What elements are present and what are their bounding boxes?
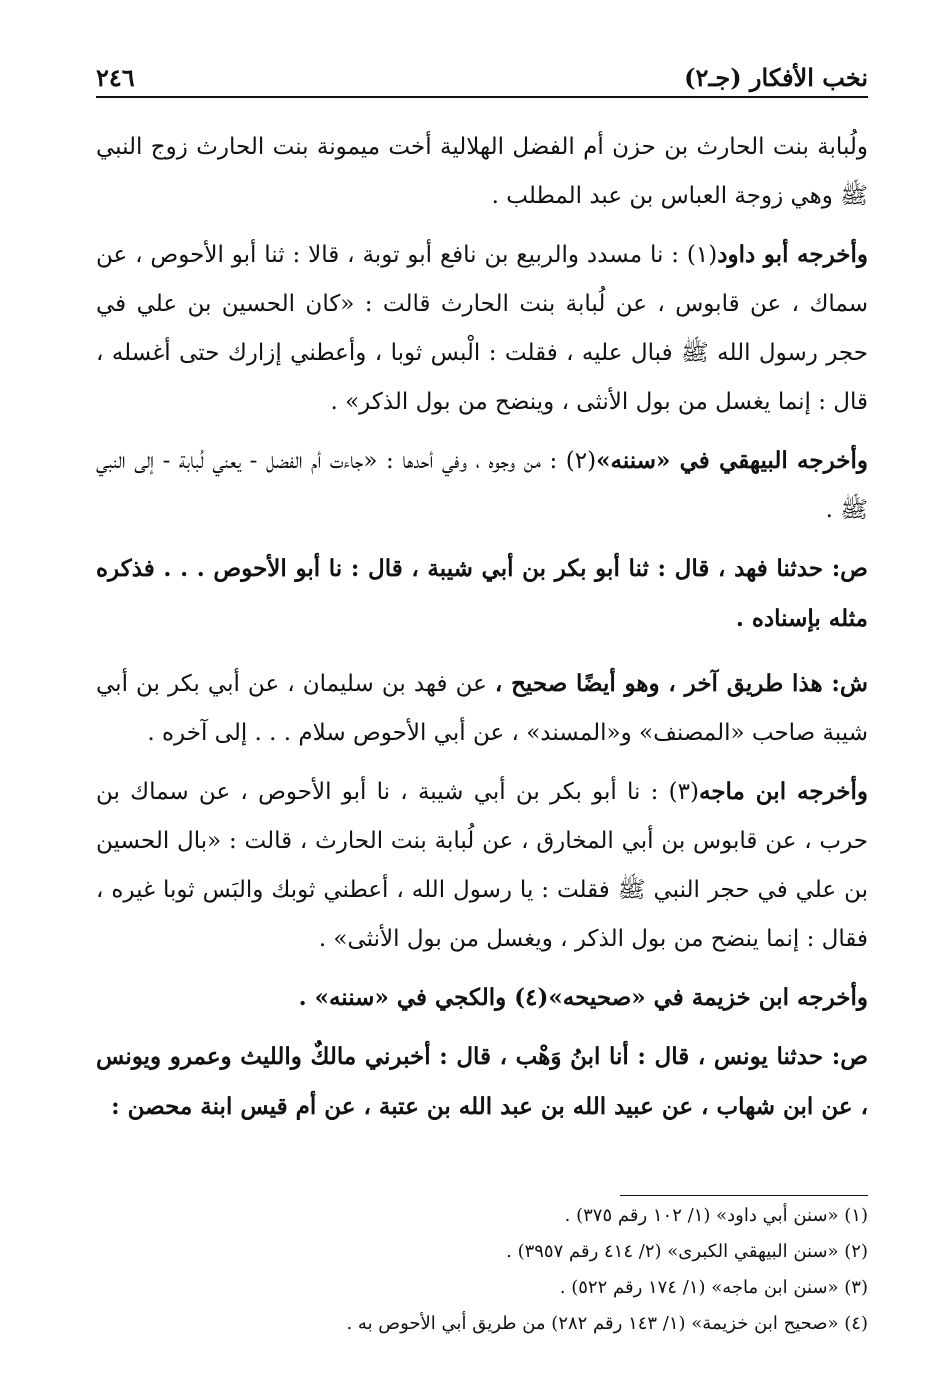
footnote: (٣) «سنن ابن ماجه» (١/ ١٧٤ رقم ٥٢٢) . bbox=[559, 1277, 868, 1298]
paragraph: وأخرجه ابن خزيمة في «صحيحه»(٤) والكجي في «سننه» . bbox=[298, 984, 868, 1011]
main-text bbox=[96, 122, 868, 1141]
footnotes bbox=[96, 1198, 868, 1342]
footnote-divider bbox=[620, 1195, 868, 1196]
header-divider bbox=[96, 96, 868, 98]
footnote: (٢) «سنن البيهقي الكبرى» (٢/ ٤١٤ رقم ٣٩٥٧) . bbox=[506, 1241, 868, 1262]
paragraph: ش: هذا طريق آخر ، وهو أيضًا صحيح ، عن فهد بن سليمان ، عن أبي بكر بن أبي شيبة صاحب «المصنف» و«المسند» ، عن أبي الأحوص سلام . . . إلى آخره . bbox=[96, 670, 868, 746]
paragraph: ص: حدثنا فهد ، قال : ثنا أبو بكر بن أبي شيبة ، قال : نا أبو الأحوص . . . فذكره مثله بإسناده . bbox=[96, 555, 868, 632]
paragraph: وأخرجه ابن ماجه(٣) : نا أبو بكر بن أبي شيبة ، نا أبو الأحوص ، عن سماك بن حرب ، عن قابوس بن أبي المخارق ، عن لُبابة بنت الحارث ، قالت : «بال الحسين بن علي في حجر النبي ﷺ فقلت : يا رسول الله ، أعطني ثوبك والبَس ثوبا غيره ، فقال : إنما ينضح من بول الذكر ، ويغسل من بول الأنثى» . bbox=[96, 778, 868, 952]
paragraph: وأخرجه البيهقي في «سننه»(٢) : من وجوه ، وفي أحدها : «جاءت أم الفضل - يعني لُبابة - إلى النبي ﷺ . bbox=[96, 447, 868, 523]
running-header bbox=[96, 48, 868, 92]
page-number: ٢٤٦ bbox=[96, 63, 135, 92]
paragraph: ولُبابة بنت الحارث بن حزن أم الفضل الهلالية أخت ميمونة بنت الحارث زوج النبي ﷺ وهي زوجة العباس بن عبد المطلب . bbox=[96, 134, 868, 209]
footnote: (١) «سنن أبي داود» (١/ ١٠٢ رقم ٣٧٥) . bbox=[564, 1205, 868, 1226]
footnote: (٤) «صحيح ابن خزيمة» (١/ ١٤٣ رقم ٢٨٢) من طريق أبي الأحوص به . bbox=[346, 1313, 868, 1334]
paragraph: ص: حدثنا يونس ، قال : أنا ابنُ وَهْب ، قال : أخبرني مالكٌ والليث وعمرو ويونس ، عن ابن شهاب ، عن عبيد الله بن عبد الله بن عتبة ، عن أم قيس ابنة محصن : bbox=[96, 1043, 868, 1120]
book-page bbox=[96, 48, 868, 1348]
book-title: نخب الأفكار (جـ٢) bbox=[684, 63, 868, 92]
paragraph: وأخرجه أبو داود(١) : نا مسدد والربيع بن نافع أبو توبة ، قالا : ثنا أبو الأحوص ، عن سماك ، عن قابوس ، عن لُبابة بنت الحارث قالت : «كان الحسين بن علي في حجر رسول الله ﷺ فبال عليه ، فقلت : الْبس ثوبا ، وأعطني إزارك حتى أغسله ، قال : إنما يغسل من بول الأنثى ، وينضح من بول الذكر» . bbox=[96, 241, 868, 415]
